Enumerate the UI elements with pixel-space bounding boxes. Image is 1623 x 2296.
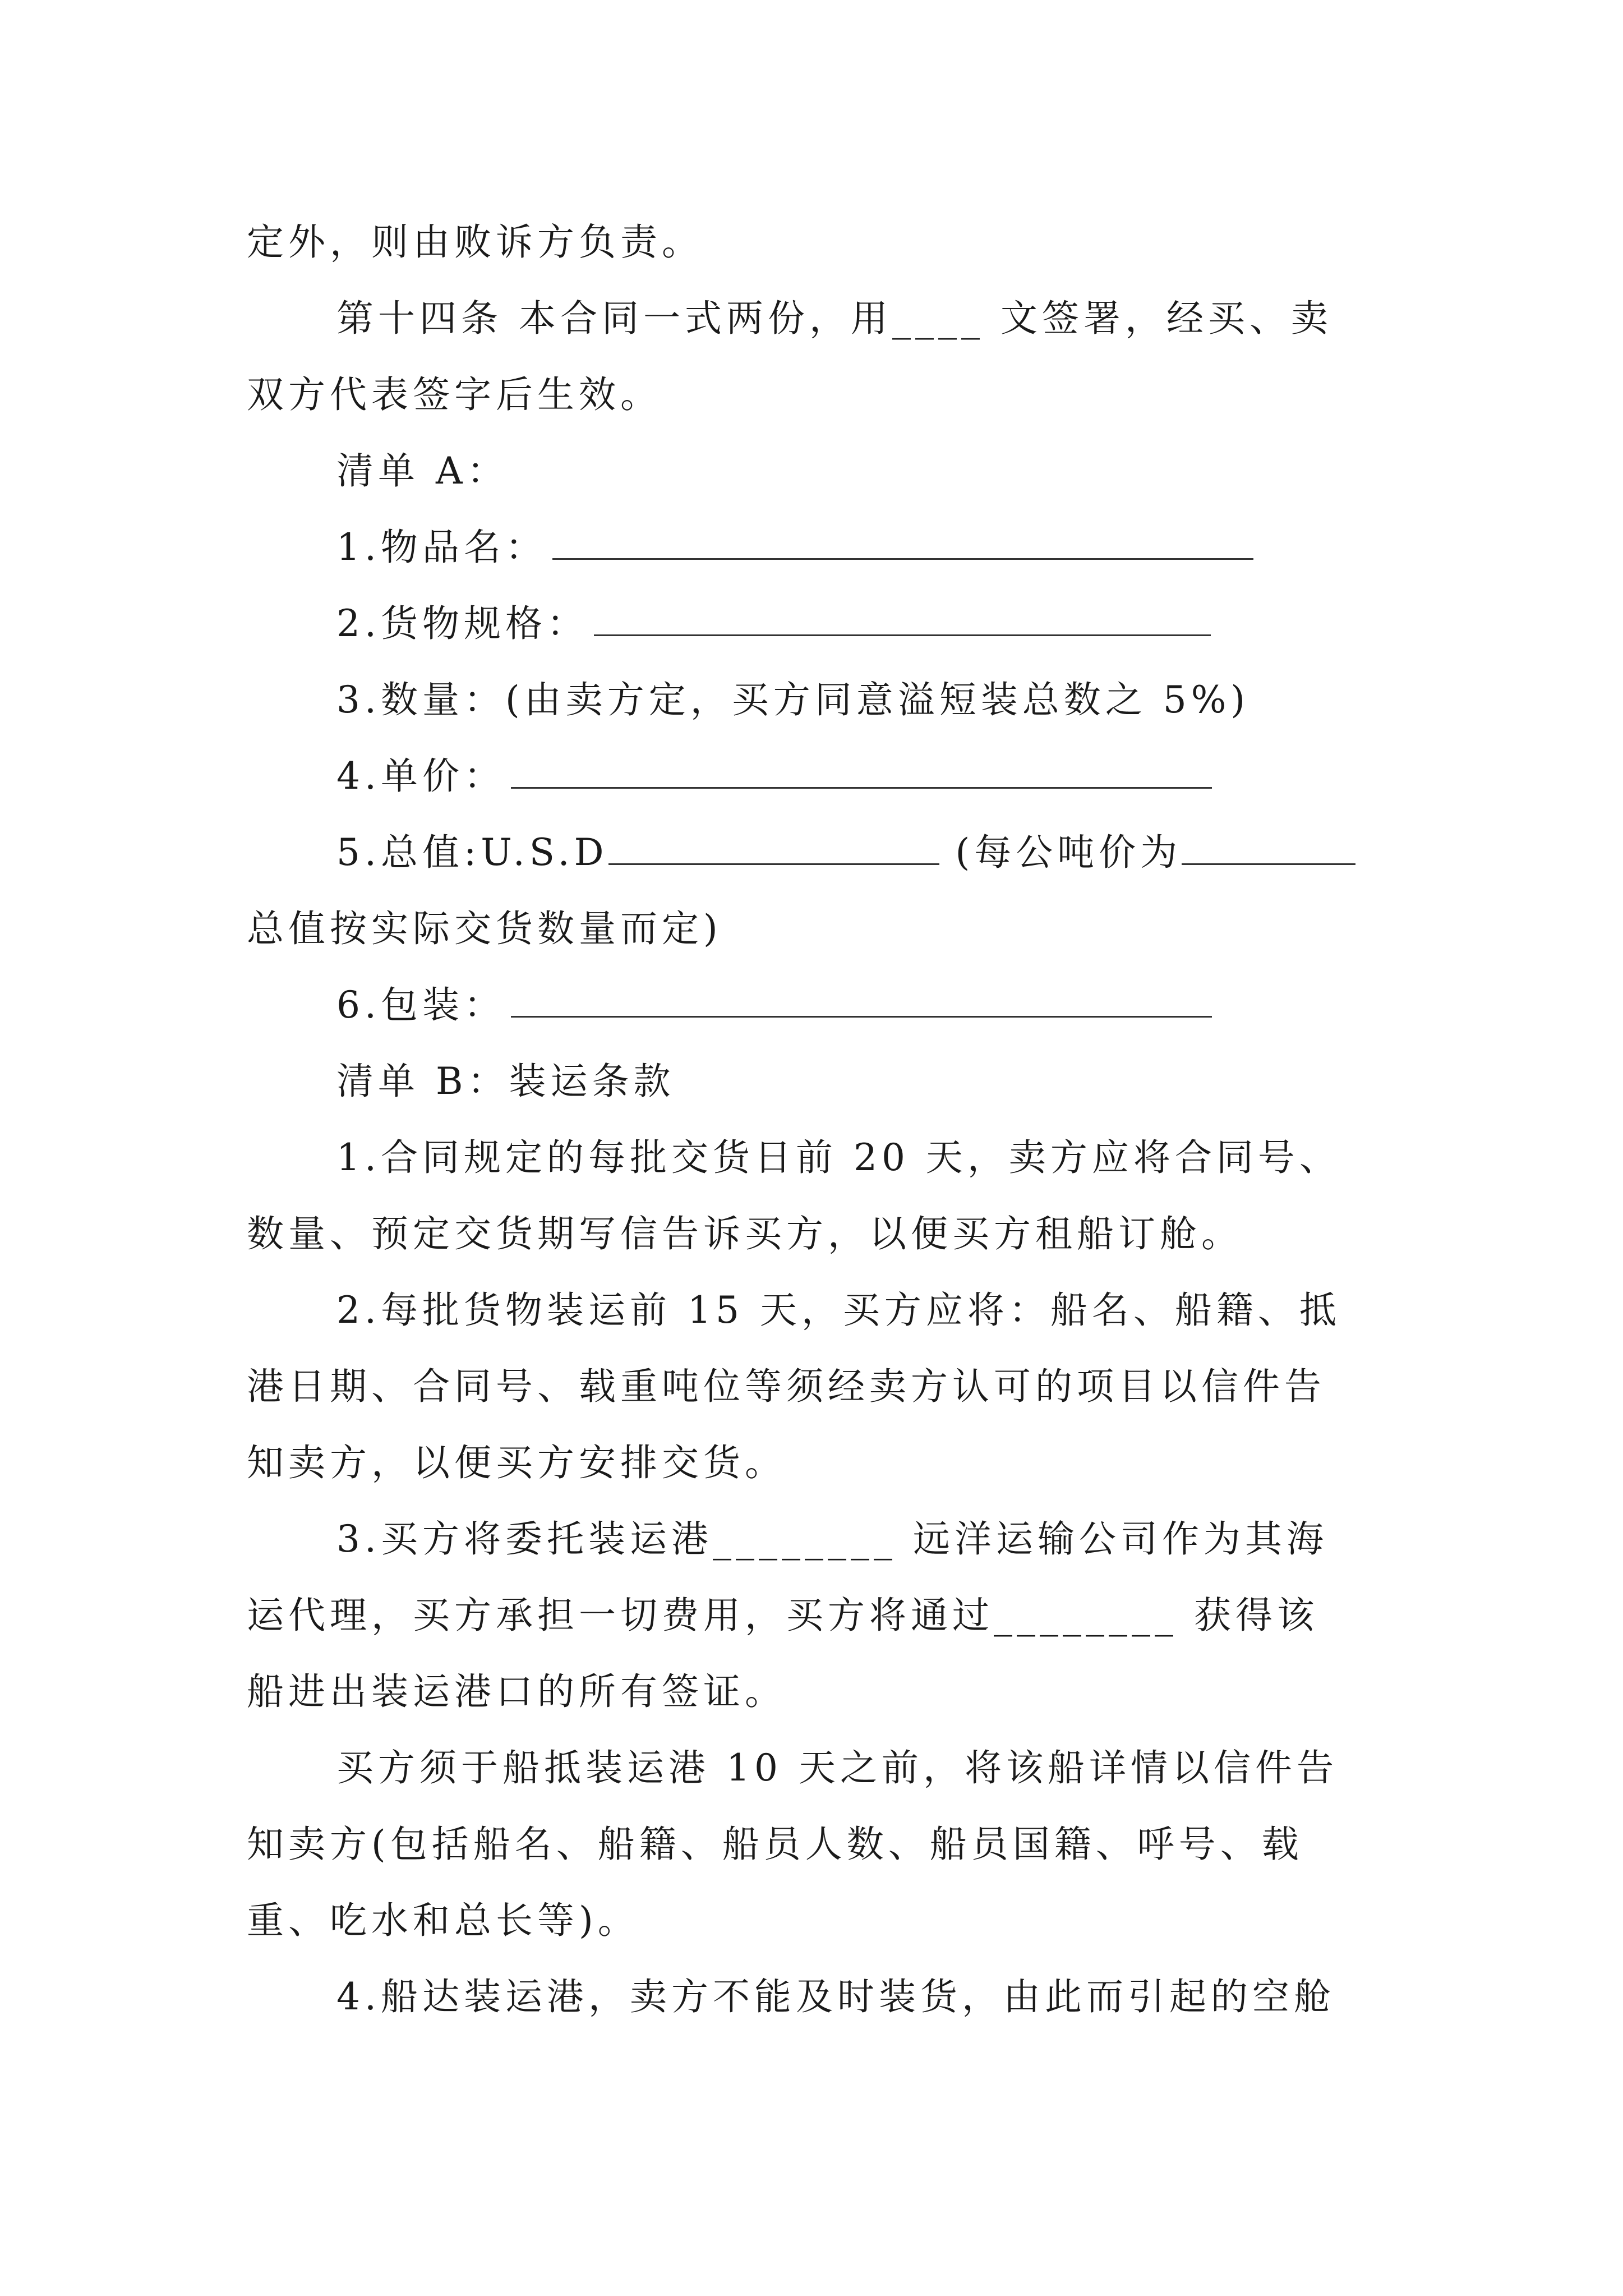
text-line: 知卖方(包括船名、船籍、船员人数、船员国籍、呼号、载 (247, 1823, 1303, 1866)
total-value-field (0, 819, 1623, 886)
text-line: 数量、预定交货期写信告诉买方，以便买方租船订舱。 (247, 1212, 1243, 1255)
text-line: 3.买方将委托装运港________ 远洋运输公司作为其海 (336, 1517, 1328, 1561)
blank-line (552, 519, 1253, 560)
text-line: 运代理，买方承担一切费用，买方将通过________ 获得该 (247, 1594, 1318, 1637)
blank-line (1182, 824, 1355, 865)
field-label: 1.物品名： (336, 526, 547, 569)
field-label: 6.包装： (336, 983, 505, 1027)
text-line: 1.合同规定的每批交货日前 20 天，卖方应将合同号、 (336, 1136, 1341, 1179)
item-name-field (0, 514, 1623, 581)
unit-price-field (0, 743, 1623, 810)
blank-line (594, 595, 1211, 636)
text-line: 4.船达装运港，卖方不能及时装货，由此而引起的空舱 (336, 1975, 1335, 2018)
field-label: 5.总值:U.S.D (336, 831, 608, 874)
text-line: 定外，则由败诉方负责。 (247, 220, 703, 264)
list-b-heading: 清单 B：装运条款 (336, 1060, 675, 1103)
blank-line (511, 977, 1212, 1018)
text-line: 港日期、合同号、载重吨位等须经卖方认可的项目以信件告 (247, 1365, 1326, 1408)
blank-line (608, 824, 939, 865)
text-line: 2.每批货物装运前 15 天，买方应将：船名、船籍、抵 (336, 1289, 1341, 1332)
text-line: 双方代表签字后生效。 (247, 373, 662, 416)
packing-field (0, 972, 1623, 1039)
text-line: 总值按实际交货数量而定) (247, 907, 722, 950)
field-label: 2.货物规格： (336, 602, 588, 645)
spec-field (0, 590, 1623, 657)
field-label: (每公吨价为 (939, 831, 1182, 874)
text-line: 买方须于船抵装运港 10 天之前，将该船详情以信件告 (336, 1746, 1338, 1789)
quantity-line: 3.数量：(由卖方定，买方同意溢短装总数之 5%) (336, 678, 1250, 721)
text-line: 重、吃水和总长等)。 (247, 1899, 639, 1942)
blank-line (511, 748, 1212, 789)
text-line: 知卖方，以便买方安排交货。 (247, 1441, 786, 1484)
article-14-line: 第十四条 本合同一式两份，用____ 文签署，经买、卖 (336, 297, 1332, 340)
list-a-heading: 清单 A： (336, 449, 509, 493)
field-label: 4.单价： (336, 754, 505, 798)
text-line: 船进出装运港口的所有签证。 (247, 1670, 786, 1713)
